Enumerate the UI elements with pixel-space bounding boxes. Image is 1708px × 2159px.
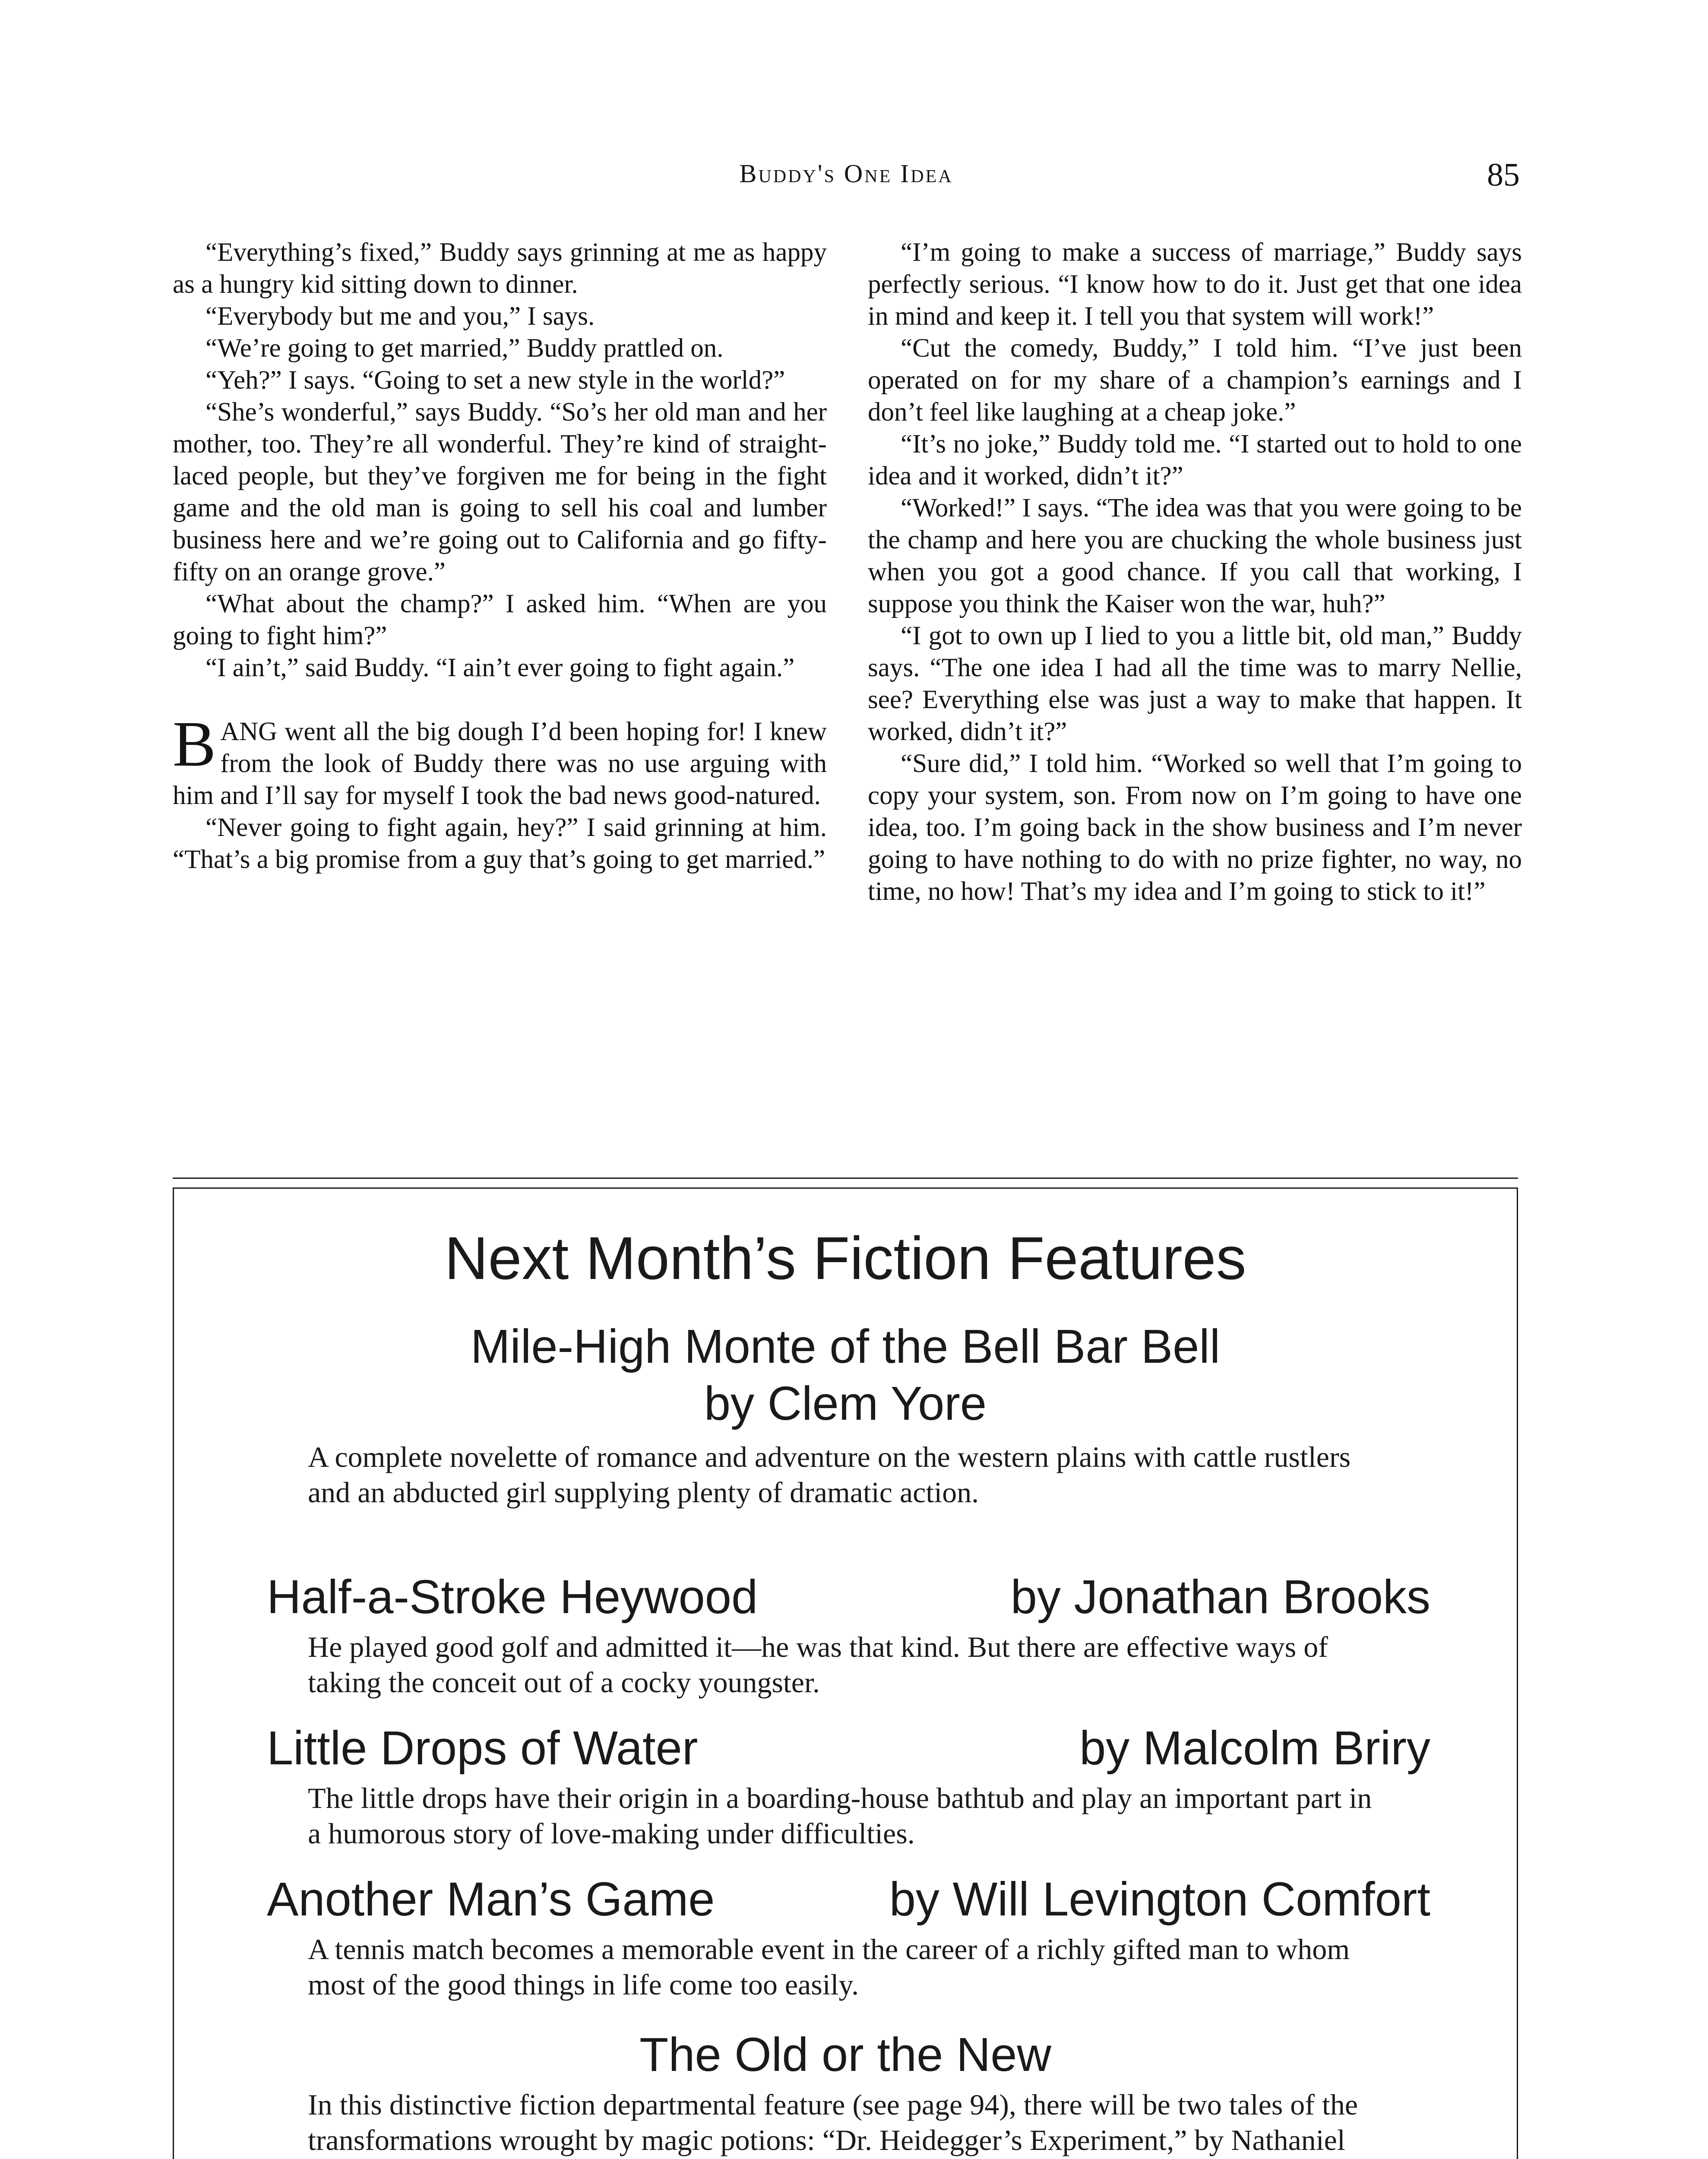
- feature-title: Another Man’s Game: [267, 1873, 715, 1926]
- paragraph: “Cut the comedy, Buddy,” I told him. “I’ve just been operated on for my share of a champion’s earnings and I don’t feel like laughing at a cheap joke.”: [868, 334, 1522, 427]
- drop-cap: B: [173, 708, 216, 780]
- paragraph: “What about the champ?” I asked him. “When are you going to fight him?”: [173, 589, 827, 650]
- feature-author: by Jonathan Brooks: [1010, 1570, 1430, 1624]
- left-column: [173, 237, 827, 876]
- section-paragraph: [173, 708, 827, 812]
- feature-description: The little drops have their origin in a boarding-house bathtub and play an important part in a humorous story of love-making under difficulties.: [308, 1782, 1372, 1850]
- feature-title: The Old or the New: [639, 2028, 1051, 2081]
- paragraph: “I ain’t,” said Buddy. “I ain’t ever going to fight again.”: [206, 653, 795, 682]
- feature-author: by Clem Yore: [704, 1377, 987, 1430]
- paragraph: “It’s no joke,” Buddy told me. “I started out to hold to one idea and it worked, didn’t it?”: [868, 430, 1522, 491]
- feature-heading: [267, 1720, 1430, 1777]
- next-month-features-box: [173, 1187, 1518, 2159]
- right-column: [868, 237, 1522, 908]
- paragraph: “Everything’s fixed,” Buddy says grinning at me as happy as a hungry kid sitting down to dinner.: [173, 238, 827, 299]
- running-head: Buddy's One Idea: [739, 159, 953, 188]
- feature-description: He played good golf and admitted it—he was that kind. But there are effective ways of taking the conceit out of a cocky youngster.: [308, 1630, 1328, 1699]
- box-title: Next Month’s Fiction Features: [444, 1224, 1246, 1292]
- feature-description: A tennis match becomes a memorable event in the career of a richly gifted man to whom most of the good things in life come too easily.: [308, 1933, 1350, 2001]
- feature-description: In this distinctive fiction departmental feature (see page 94), there will be two tales of the transformations wrought by magic potions: “Dr. Heidegger’s Experiment,” by Nathaniel: [308, 2088, 1358, 2156]
- paragraph-text: ANG went all the big dough I’d been hoping for! I knew from the look of Buddy there was no use arguing with him and I’ll say for myself I took the bad news good-natured.: [173, 717, 827, 810]
- feature-heading: [267, 1871, 1430, 1928]
- feature-author: by Malcolm Briry: [1079, 1722, 1430, 1775]
- feature-title: Mile-High Monte of the Bell Bar Bell: [470, 1320, 1221, 1373]
- feature-description: A complete novelette of romance and adventure on the western plains with cattle rustlers and an abducted girl supplying plenty of dramatic action.: [308, 1440, 1351, 1509]
- paragraph: “We’re going to get married,” Buddy prattled on.: [206, 334, 724, 363]
- paragraph: “I got to own up I lied to you a little bit, old man,” Buddy says. “The one idea I had all the time was to marry Nellie, see? Everything else was just a way to make that happen. It worked, didn’t it?”: [868, 621, 1522, 746]
- page-header: [173, 159, 1520, 202]
- feature-title: Half-a-Stroke Heywood: [267, 1570, 758, 1624]
- feature-heading: [267, 1569, 1430, 1626]
- feature-author: by Will Levington Comfort: [889, 1873, 1430, 1926]
- paragraph: “She’s wonderful,” says Buddy. “So’s her old man and her mother, too. They’re all wonderful. They’re kind of straight-laced people, but they’ve forgiven me for being in the fight game and the old man is going to sell his coal and lumber business here and we’re going out to California and go fifty-fifty on an orange grove.”: [173, 398, 827, 586]
- paragraph: “Sure did,” I told him. “Worked so well that I’m going to copy your system, son. From now on I’m going to have one idea, too. I’m going back in the show business and I’m never going to have nothing to do with no prize fighter, no way, no time, no how! That’s my idea and I’m going to stick to it!”: [868, 749, 1522, 906]
- paragraph: “Everybody but me and you,” I says.: [206, 302, 595, 331]
- paragraph: “I’m going to make a success of marriage,” Buddy says perfectly serious. “I know how to do it. Just get that one idea in mind and keep it. I tell you that system will work!”: [868, 238, 1522, 331]
- page-number: 85: [1487, 157, 1520, 193]
- paragraph: “Yeh?” I says. “Going to set a new style in the world?”: [206, 366, 785, 395]
- paragraph: “Worked!” I says. “The idea was that you were going to be the champ and here you are chucking the whole business just when you got a good chance. If you call that working, I suppose you think the Kaiser won the war, huh?”: [868, 494, 1522, 618]
- paragraph: “Never going to fight again, hey?” I said grinning at him. “That’s a big promise from a guy that’s going to get married.”: [173, 813, 827, 874]
- feature-title: Little Drops of Water: [267, 1722, 698, 1775]
